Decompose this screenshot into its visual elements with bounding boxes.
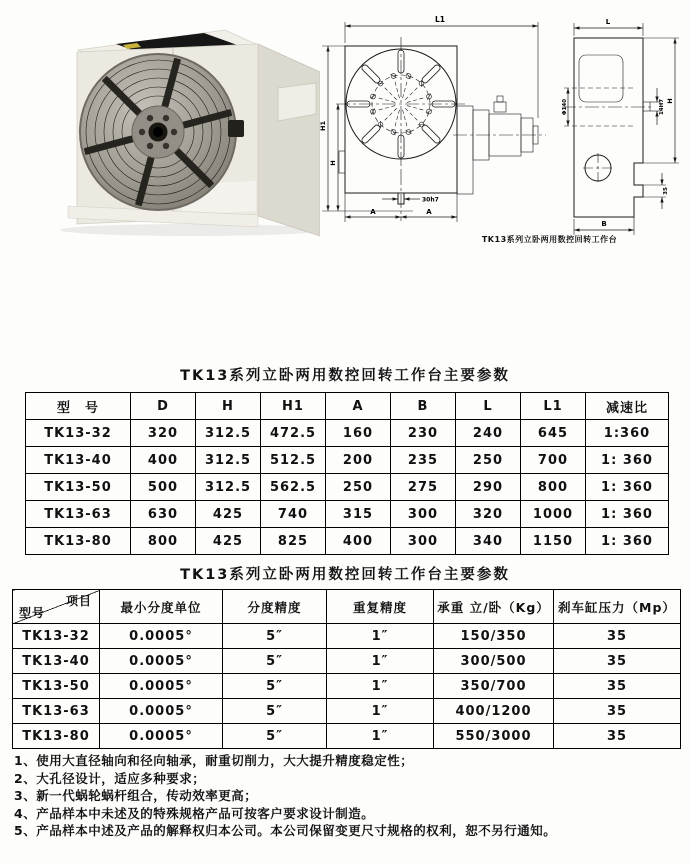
column-header: 型 号 xyxy=(26,393,131,420)
corner-header-cell xyxy=(13,590,100,624)
value-cell: 645 xyxy=(521,420,586,447)
value-cell: 400 xyxy=(326,528,391,555)
value-cell: 35 xyxy=(554,649,681,674)
table-row xyxy=(13,649,681,674)
shadow xyxy=(60,224,320,236)
dim-label-l1: L1 xyxy=(435,15,445,24)
value-cell: 230 xyxy=(391,420,456,447)
table-row xyxy=(13,674,681,699)
value-cell: 340 xyxy=(456,528,521,555)
note-line: 2、大孔径设计，适应多种要求； xyxy=(14,770,206,786)
value-cell: 35 xyxy=(554,674,681,699)
side-key-slot xyxy=(643,102,650,111)
value-cell: 500 xyxy=(131,474,196,501)
value-cell: 312.5 xyxy=(196,447,261,474)
column-header: D xyxy=(131,393,196,420)
model-cell: TK13-40 xyxy=(13,649,100,674)
note-line: 3、新一代蜗轮蜗杆组合，传动效率更高； xyxy=(14,788,258,803)
value-cell: 700 xyxy=(521,447,586,474)
model-cell: TK13-32 xyxy=(13,624,100,649)
value-cell: 472.5 xyxy=(261,420,326,447)
value-cell: 200 xyxy=(326,447,391,474)
column-header: L1 xyxy=(521,393,586,420)
note-line: 4、产品样本中未述及的特殊规格产品可按客户要求设计制造。 xyxy=(14,805,375,821)
value-cell: 300 xyxy=(391,501,456,528)
value-cell: 425 xyxy=(196,528,261,555)
column-header: H xyxy=(196,393,261,420)
column-header: 减速比 xyxy=(586,393,669,420)
value-cell: 512.5 xyxy=(261,447,326,474)
value-cell: 312.5 xyxy=(196,474,261,501)
value-cell: 1″ xyxy=(327,649,434,674)
side-body-outline xyxy=(574,38,643,217)
value-cell: 5″ xyxy=(223,624,327,649)
column-header: 承重 立/卧（Kg） xyxy=(434,590,554,624)
value-cell: 312.5 xyxy=(196,420,261,447)
table-row xyxy=(26,501,669,528)
value-cell: 160 xyxy=(326,420,391,447)
value-cell: 800 xyxy=(131,528,196,555)
value-cell: 250 xyxy=(456,447,521,474)
table-row xyxy=(13,624,681,649)
value-cell: 740 xyxy=(261,501,326,528)
value-cell: 0.0005° xyxy=(100,624,223,649)
value-cell: 275 xyxy=(391,474,456,501)
dim-label-h: H xyxy=(329,160,337,166)
note-line: 5、产品样本中述及产品的解释权归本公司。本公司保留变更尺寸规格的权利，恕不另行通知。 xyxy=(14,823,557,838)
value-cell: 235 xyxy=(391,447,456,474)
value-cell: 1: 360 xyxy=(586,474,669,501)
machine-side-face xyxy=(258,44,320,236)
column-header: B xyxy=(391,393,456,420)
value-cell: 320 xyxy=(131,420,196,447)
value-cell: 5″ xyxy=(223,649,327,674)
table-row xyxy=(13,699,681,724)
column-header: 分度精度 xyxy=(223,590,327,624)
dim-label-side-b: B xyxy=(601,220,607,228)
value-cell: 630 xyxy=(131,501,196,528)
model-cell: TK13-80 xyxy=(26,528,131,555)
corner-model-label: 型号 xyxy=(19,606,46,620)
value-cell: 0.0005° xyxy=(100,699,223,724)
value-cell: 1000 xyxy=(521,501,586,528)
value-cell: 425 xyxy=(196,501,261,528)
value-cell: 35 xyxy=(554,724,681,749)
dim-label-a1: A xyxy=(370,208,376,216)
model-cell: TK13-63 xyxy=(26,501,131,528)
value-cell: 150/350 xyxy=(434,624,554,649)
precision-table xyxy=(12,589,681,749)
column-header: 刹车缸压力（Mp） xyxy=(554,590,681,624)
model-cell: TK13-63 xyxy=(13,699,100,724)
model-cell: TK13-80 xyxy=(13,724,100,749)
value-cell: 5″ xyxy=(223,724,327,749)
value-cell: 800 xyxy=(521,474,586,501)
dim-label-side-l: L xyxy=(605,18,611,26)
model-cell: TK13-50 xyxy=(26,474,131,501)
value-cell: 290 xyxy=(456,474,521,501)
dim-label-h1: H1 xyxy=(319,121,327,131)
dim-label-side-h: H xyxy=(666,98,674,104)
value-cell: 250 xyxy=(326,474,391,501)
value-cell: 35 xyxy=(554,624,681,649)
dimensions-table xyxy=(25,392,669,555)
value-cell: 1: 360 xyxy=(586,528,669,555)
value-cell: 5″ xyxy=(223,699,327,724)
value-cell: 1:360 xyxy=(586,420,669,447)
value-cell: 1150 xyxy=(521,528,586,555)
value-cell: 562.5 xyxy=(261,474,326,501)
value-cell: 35 xyxy=(554,699,681,724)
table-row xyxy=(26,447,669,474)
model-cell: TK13-32 xyxy=(26,420,131,447)
side-tab xyxy=(278,83,316,121)
note-line: 1、使用大直径轴向和径向轴承，耐重切削力，大大提升精度稳定性； xyxy=(14,753,414,768)
drawing-caption: TK13系列立卧两用数控回转工作台 xyxy=(481,235,618,244)
precision-table-title: TK13系列立卧两用数控回转工作台主要参数 xyxy=(180,567,510,583)
value-cell: 5″ xyxy=(223,674,327,699)
corner-item-label: 项目 xyxy=(65,594,92,608)
table-row xyxy=(26,474,669,501)
front-view-drawing xyxy=(318,8,563,256)
value-cell: 0.0005° xyxy=(100,724,223,749)
header-row xyxy=(13,590,681,624)
value-cell: 300/500 xyxy=(434,649,554,674)
table-row xyxy=(26,528,669,555)
model-cell: TK13-50 xyxy=(13,674,100,699)
value-cell: 1″ xyxy=(327,724,434,749)
dim-label-a2: A xyxy=(426,208,432,216)
value-cell: 1: 360 xyxy=(586,447,669,474)
value-cell: 1″ xyxy=(327,624,434,649)
value-cell: 1″ xyxy=(327,699,434,724)
column-header: H1 xyxy=(261,393,326,420)
column-header: L xyxy=(456,393,521,420)
window xyxy=(579,55,623,102)
column-header: A xyxy=(326,393,391,420)
value-cell: 825 xyxy=(261,528,326,555)
table-row xyxy=(13,724,681,749)
dim-label-slot: 14H7 xyxy=(659,98,665,116)
value-cell: 1″ xyxy=(327,674,434,699)
notes-list xyxy=(14,752,682,840)
motor-assembly xyxy=(453,96,546,194)
table-row xyxy=(26,420,669,447)
dim-label-diameter: Φ140 xyxy=(562,98,568,116)
column-header: 最小分度单位 xyxy=(100,590,223,624)
side-view-drawing xyxy=(562,8,690,256)
header-row xyxy=(26,393,669,420)
value-cell: 550/3000 xyxy=(434,724,554,749)
value-cell: 1: 360 xyxy=(586,501,669,528)
product-photo xyxy=(20,8,320,240)
value-cell: 320 xyxy=(456,501,521,528)
column-header: 重复精度 xyxy=(327,590,434,624)
model-cell: TK13-40 xyxy=(26,447,131,474)
value-cell: 0.0005° xyxy=(100,649,223,674)
value-cell: 0.0005° xyxy=(100,674,223,699)
value-cell: 240 xyxy=(456,420,521,447)
dim-label-step: 35 xyxy=(663,187,669,195)
dim-label-key: 30h7 xyxy=(422,196,439,204)
value-cell: 350/700 xyxy=(434,674,554,699)
value-cell: 400 xyxy=(131,447,196,474)
value-cell: 300 xyxy=(391,528,456,555)
clamp xyxy=(228,120,244,137)
value-cell: 400/1200 xyxy=(434,699,554,724)
dimensions-table-title: TK13系列立卧两用数控回转工作台主要参数 xyxy=(180,368,510,384)
value-cell: 315 xyxy=(326,501,391,528)
